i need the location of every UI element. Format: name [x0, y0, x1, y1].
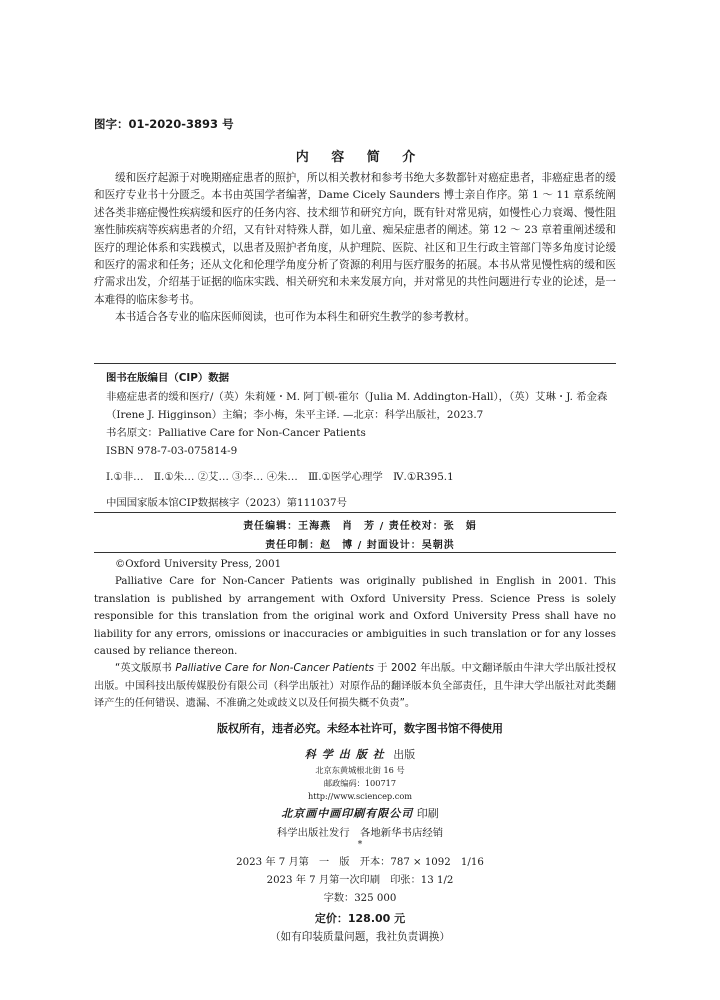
copyright-block [94, 556, 616, 713]
word-count: 字数：325 000 [323, 893, 397, 904]
printer-suffix: 印刷 [416, 807, 439, 820]
publisher-line [0, 746, 720, 762]
cip-classification: Ⅰ.①非… Ⅱ.①朱… ②艾… ③李… ④朱… Ⅲ.①医学心理学 Ⅳ.①R395.1 [106, 471, 454, 483]
cip-library-record: 中国国家版本馆CIP数据核字（2023）第111037号 [106, 497, 348, 509]
edition-info: 2023 年 7 月第 一 版 开本：787 × 1092 1/16 [236, 857, 484, 868]
translation-registration-number: 图字：01-2020-3893 号 [94, 117, 234, 131]
cip-top-divider [94, 363, 616, 364]
staff-line-editors: 责任编辑：王海燕 肖 芳 / 责任校对：张 娟 [243, 521, 477, 532]
synopsis-title: 内 容 简 介 [295, 150, 425, 165]
cip-entry: 非癌症患者的缓和医疗/（英）朱莉娅・M. 阿丁顿-霍尔（Julia M. Addington-Hall），（英）艾琳・J. 希金森（Irene J. Higginson）主编；李小梅，朱平主译. —北京：科学出版社，2023.7 [106, 391, 608, 421]
original-book-title: Palliative Care for Non-Cancer Patients [175, 663, 374, 675]
printer-logo: 北京画中画印刷有限公司 [281, 807, 414, 820]
publisher-suffix: 出版 [393, 748, 416, 761]
notice-lead: “英文版原书 [115, 663, 176, 675]
copyright-english-notice: Palliative Care for Non-Cancer Patients was originally published in English in 2001. This translation is published by arrangement with Oxford University Press. Science Press is solely responsible for this translation from the original work and Oxford University Press shall have no liability for any errors, omissions or inaccuracies or ambiguities in such translation or for any losses caused by reliance thereon. [94, 576, 616, 658]
synopsis-paragraph: 本书适合各专业的临床医师阅读，也可作为本科生和研究生教学的参考教材。 [115, 311, 476, 324]
distribution-line: 科学出版社发行 各地新华书店经销 [276, 827, 444, 839]
quality-notice: （如有印装质量问题，我社负责调换） [269, 931, 451, 943]
synopsis-body [94, 170, 616, 327]
price: 定价：128.00 元 [314, 912, 406, 925]
copyright-holder: ©Oxford University Press, 2001 [115, 559, 282, 570]
printer-line [0, 805, 720, 821]
cip-block [106, 369, 616, 512]
synopsis-paragraph: 缓和医疗起源于对晚期癌症患者的照护，所以相关教材和参考书绝大多数都针对癌症患者，非癌症患者的缓和医疗专业书十分匮乏。本书由英国学者编著，Dame Cicely Saunders 博士亲自作序。第 1 ～ 11 章系统阐述各类非癌症慢性疾病缓和医疗的任务内容、技术细节和研究方向，既有针对常见病，如慢性心力衰竭、慢性阻塞性肺疾病等疾病患者的介绍，又有针对特殊人群，如儿童、痴呆症患者的阐述。第 12 ～ 23 章着重阐述缓和医疗的理论体系和实践模式，以患者及照护者角度，从护理院、医院、社区和卫生行政主管部门等多角度讨论缓和医疗的需求和任务；还从文化和伦理学角度分析了资源的利用与医疗服务的拓展。本书从常见慢性病的缓和医疗需求出发，介绍基于证据的临床实践、相关研究和未来发展方向，并对常见的共性问题进行专业的论述，是一本难得的临床参考书。 [94, 172, 616, 306]
publisher-address: 北京东黄城根北街 16 号 [315, 765, 405, 775]
staff-divider [94, 552, 616, 553]
publisher-website[interactable]: http://www.sciencep.com [307, 791, 413, 801]
staff-line-production: 责任印制：赵 博 / 封面设计：吴朝洪 [265, 540, 455, 551]
publisher-logo: 科学出版社 [304, 748, 390, 761]
publisher-postcode: 邮政编码：100717 [323, 778, 397, 788]
printing-info: 2023 年 7 月第一次印刷 印张：13 1/2 [266, 875, 454, 886]
notice-rest: 于 2002 年出版。中文翻译版由牛津大学出版社授权出版。中国科技出版传媒股份有限公司（科学出版社）对原作品的翻译版本负全部责任，且牛津大学出版社对此类翻译产生的任何错误、遗漏、不准确之处或歧义以及任何损失概不负责”。 [94, 663, 617, 710]
cip-original-title: 书名原文：Palliative Care for Non-Cancer Patients [106, 427, 366, 439]
separator-star: * [357, 840, 363, 850]
cip-isbn: ISBN 978-7-03-075814-9 [106, 445, 238, 457]
cip-bottom-divider [94, 512, 616, 513]
rights-reserved: 版权所有，违者必究。未经本社许可，数字图书馆不得使用 [217, 722, 503, 735]
cip-heading: 图书在版编目（CIP）数据 [106, 372, 230, 384]
copyright-chinese-notice [94, 660, 616, 712]
